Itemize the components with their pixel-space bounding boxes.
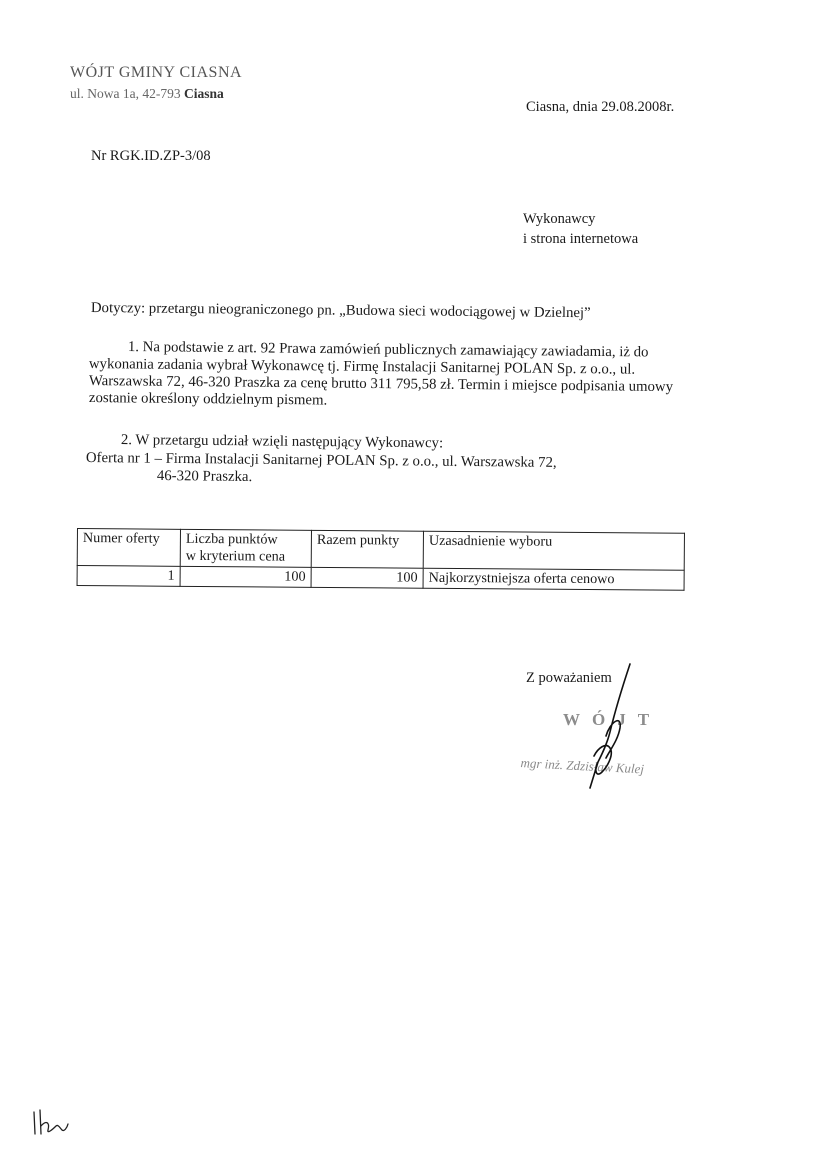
seal-name: mgr inż. Zdzisław Kulej xyxy=(520,755,645,777)
header-offer-number: Numer oferty xyxy=(77,529,180,567)
cell-offer-number: 1 xyxy=(77,566,180,587)
header-price-points xyxy=(180,529,311,567)
addressee-line-1: Wykonawcy xyxy=(523,211,596,227)
table-header-row xyxy=(77,529,684,571)
header-price-points-line-1: Liczba punktów xyxy=(185,530,278,548)
paragraph-2-line-3: 46-320 Praszka. xyxy=(156,468,253,485)
paragraph-1-line-1: 1. Na podstawie z art. 92 Prawa zamówień publicznych zamawiający zawiadamia, iż do xyxy=(127,339,649,361)
cell-justification: Najkorzystniejsza oferta cenowo xyxy=(423,568,684,590)
results-table xyxy=(77,528,685,591)
cell-total-points: 100 xyxy=(311,567,423,588)
seal-title: WÓJT xyxy=(563,710,662,729)
office-stamp-title: WÓJT GMINY CIASNA xyxy=(70,64,243,81)
reference-number: Nr RGK.ID.ZP-3/08 xyxy=(91,148,211,164)
header-price-points-line-2: w kryterium cena xyxy=(185,547,286,565)
stamp-city: Ciasna xyxy=(183,86,224,101)
closing-regards: Z poważaniem xyxy=(526,670,612,686)
cell-price-points: 100 xyxy=(180,566,311,587)
handwritten-initials xyxy=(30,1108,70,1138)
paragraph-2-line-2: Oferta nr 1 – Firma Instalacji Sanitarnej POLAN Sp. z o.o., ul. Warszawska 72, xyxy=(85,450,557,471)
document-date: Ciasna, dnia 29.08.2008r. xyxy=(526,99,675,115)
header-justification: Uzasadnienie wyboru xyxy=(423,531,684,570)
subject-line: Dotyczy: przetargu nieograniczonego pn. „Budowa sieci wodociągowej w Dzielnej” xyxy=(90,300,591,322)
paragraph-2-line-1: 2. W przetargu udział wzięli następujący Wykonawcy: xyxy=(120,432,444,452)
office-stamp-address xyxy=(70,86,224,102)
addressee-line-2: i strona internetowa xyxy=(523,231,639,247)
table-row xyxy=(77,566,684,591)
handwritten-signature xyxy=(580,662,640,792)
header-total-points: Razem punkty xyxy=(311,530,423,568)
stamp-street: ul. Nowa 1a, 42-793 xyxy=(70,86,184,101)
paragraph-1-line-4: zostanie określony oddzielnym pismem. xyxy=(88,390,328,409)
paragraph-1-line-2: wykonania zadania wybrał Wykonawcę tj. Firmę Instalacji Sanitarnej POLAN Sp. z o.o., ul. xyxy=(88,356,636,378)
paragraph-1-line-3: Warszawska 72, 46-320 Praszka za cenę brutto 311 795,58 zł. Termin i miejsce podpisania umowy xyxy=(88,373,674,396)
